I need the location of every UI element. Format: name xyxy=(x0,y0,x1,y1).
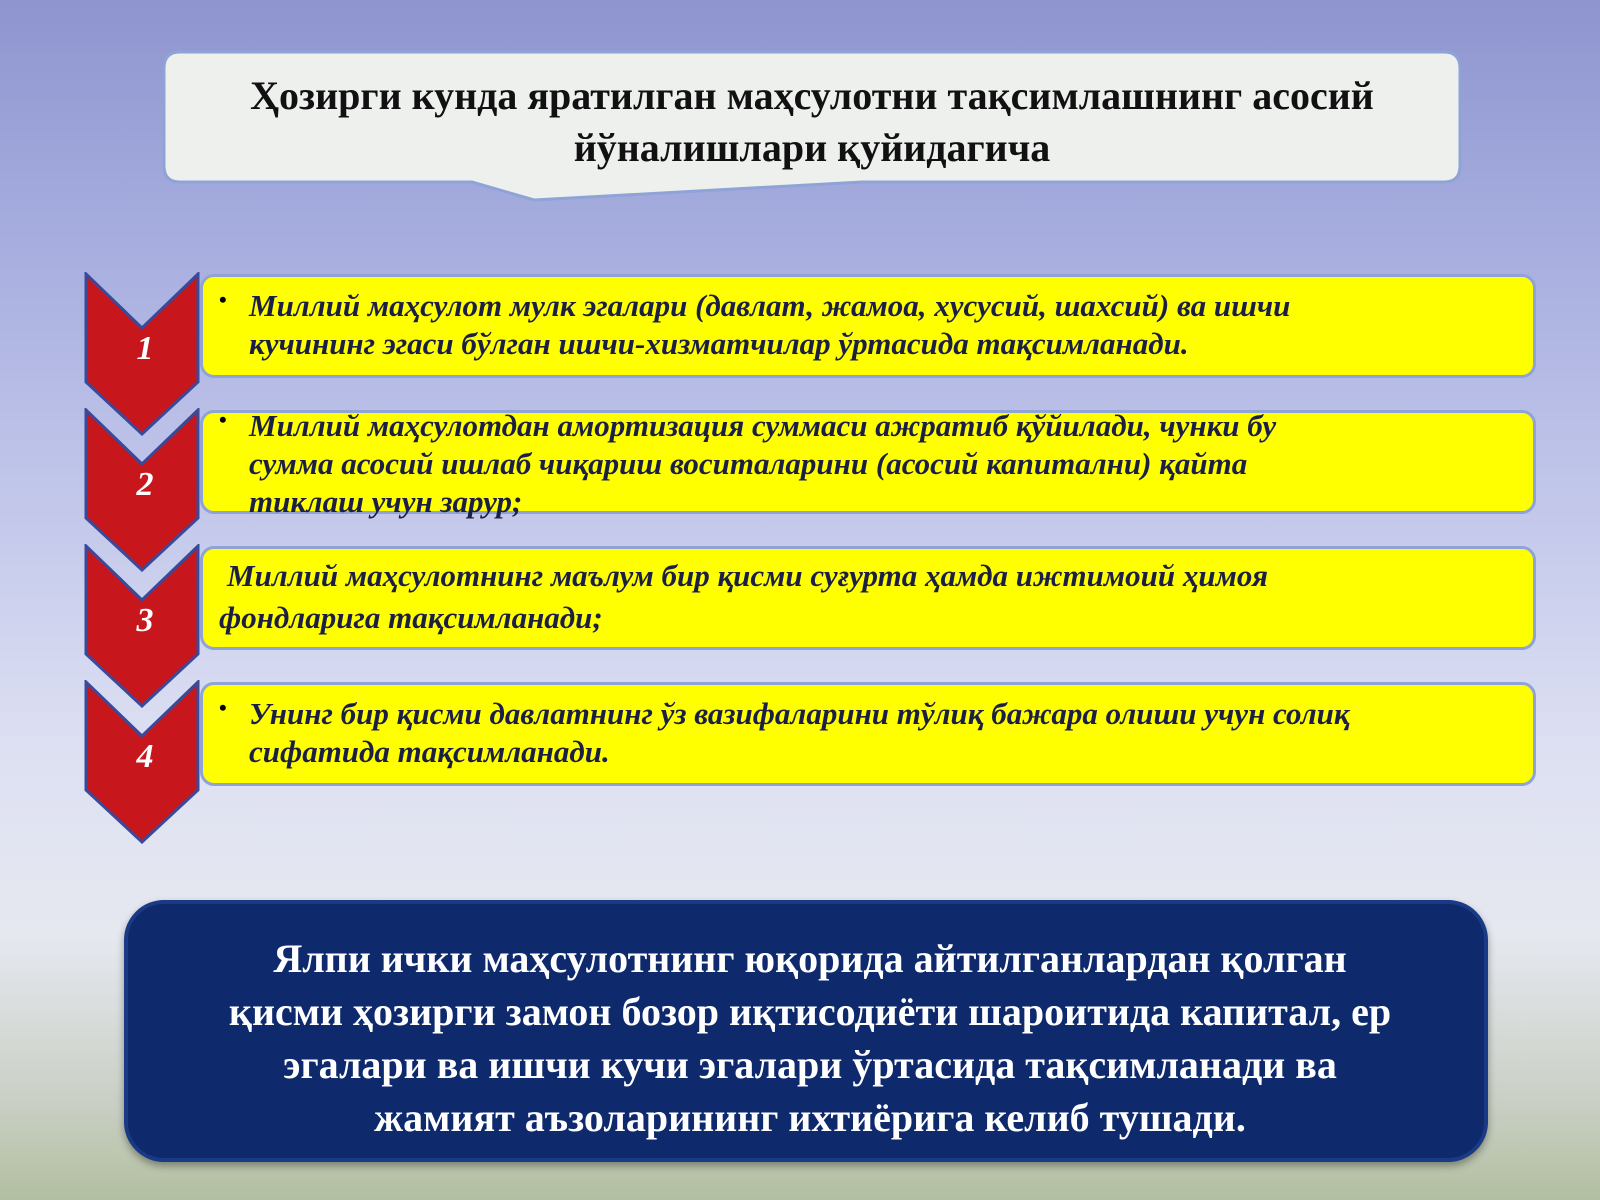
step-bar-2 xyxy=(200,407,1536,519)
bullet-4: • xyxy=(219,695,227,720)
step-number-4: 4 xyxy=(136,738,154,775)
step-2-line-2: сумма асосий ишлаб чиқариш воситаларини (асосий капитални) қайта xyxy=(249,446,1248,481)
summary-box xyxy=(124,900,1488,1162)
step-1 xyxy=(0,272,1600,422)
step-4-line-2: сифатида тақсимланади. xyxy=(249,734,610,769)
step-4 xyxy=(0,680,1600,830)
step-1-line-2: кучининг эгаси бўлган ишчи-хизматчилар ўртасида тақсимланади. xyxy=(249,326,1189,361)
summary-text xyxy=(148,932,1472,1144)
step-text-2 xyxy=(249,407,1529,521)
summary-line-4: жамият аъзоларининг ихтиёрига келиб тушади. xyxy=(374,1095,1246,1140)
title-line-1: Ҳозирги кунда яратилган маҳсулотни тақсимлашнинг асосий xyxy=(250,73,1374,118)
step-4-line-1: Унинг бир қисми давлатнинг ўз вазифаларини тўлиқ бажара олиши учун солиқ xyxy=(249,696,1350,731)
bullet-1: • xyxy=(219,287,227,312)
title-line-2: йўналишлари қуйидагича xyxy=(573,125,1051,170)
summary-line-3: эгалари ва ишчи кучи эгалари ўртасида тақсимланади ва xyxy=(283,1042,1337,1087)
step-text-4 xyxy=(249,695,1529,771)
step-number-2: 2 xyxy=(136,466,154,503)
step-bar-4 xyxy=(200,682,1536,786)
step-number-3: 3 xyxy=(136,602,154,639)
page-title xyxy=(162,70,1462,174)
step-2-line-3: тиклаш учун зарур; xyxy=(249,484,523,519)
step-1-line-1: Миллий маҳсулот мулк эгалари (давлат, жамоа, хусусий, шахсий) ва ишчи xyxy=(249,288,1291,323)
step-3-line-1: Миллий маҳсулотнинг маълум бир қисми суғурта ҳамда ижтимоий ҳимоя xyxy=(227,558,1268,593)
bullet-2: • xyxy=(219,407,227,432)
step-2-line-1: Миллий маҳсулотдан амортизация суммаси ажратиб қўйилади, чунки бу xyxy=(249,408,1277,443)
summary-line-1: Ялпи ички маҳсулотнинг юқорида айтилганлардан қолган xyxy=(273,936,1347,981)
step-3 xyxy=(0,544,1600,694)
step-number-1: 1 xyxy=(136,330,154,367)
step-2 xyxy=(0,408,1600,558)
summary-line-2: қисми ҳозирги замон бозор иқтисодиёти шароитида капитал, ер xyxy=(228,989,1392,1034)
step-text-1 xyxy=(249,287,1529,363)
step-text-3 xyxy=(219,555,1519,639)
step-3-line-2: фондларига тақсимланади; xyxy=(219,600,603,635)
step-bar-1 xyxy=(200,274,1536,378)
step-bar-3 xyxy=(200,546,1536,650)
title-callout xyxy=(162,50,1462,186)
